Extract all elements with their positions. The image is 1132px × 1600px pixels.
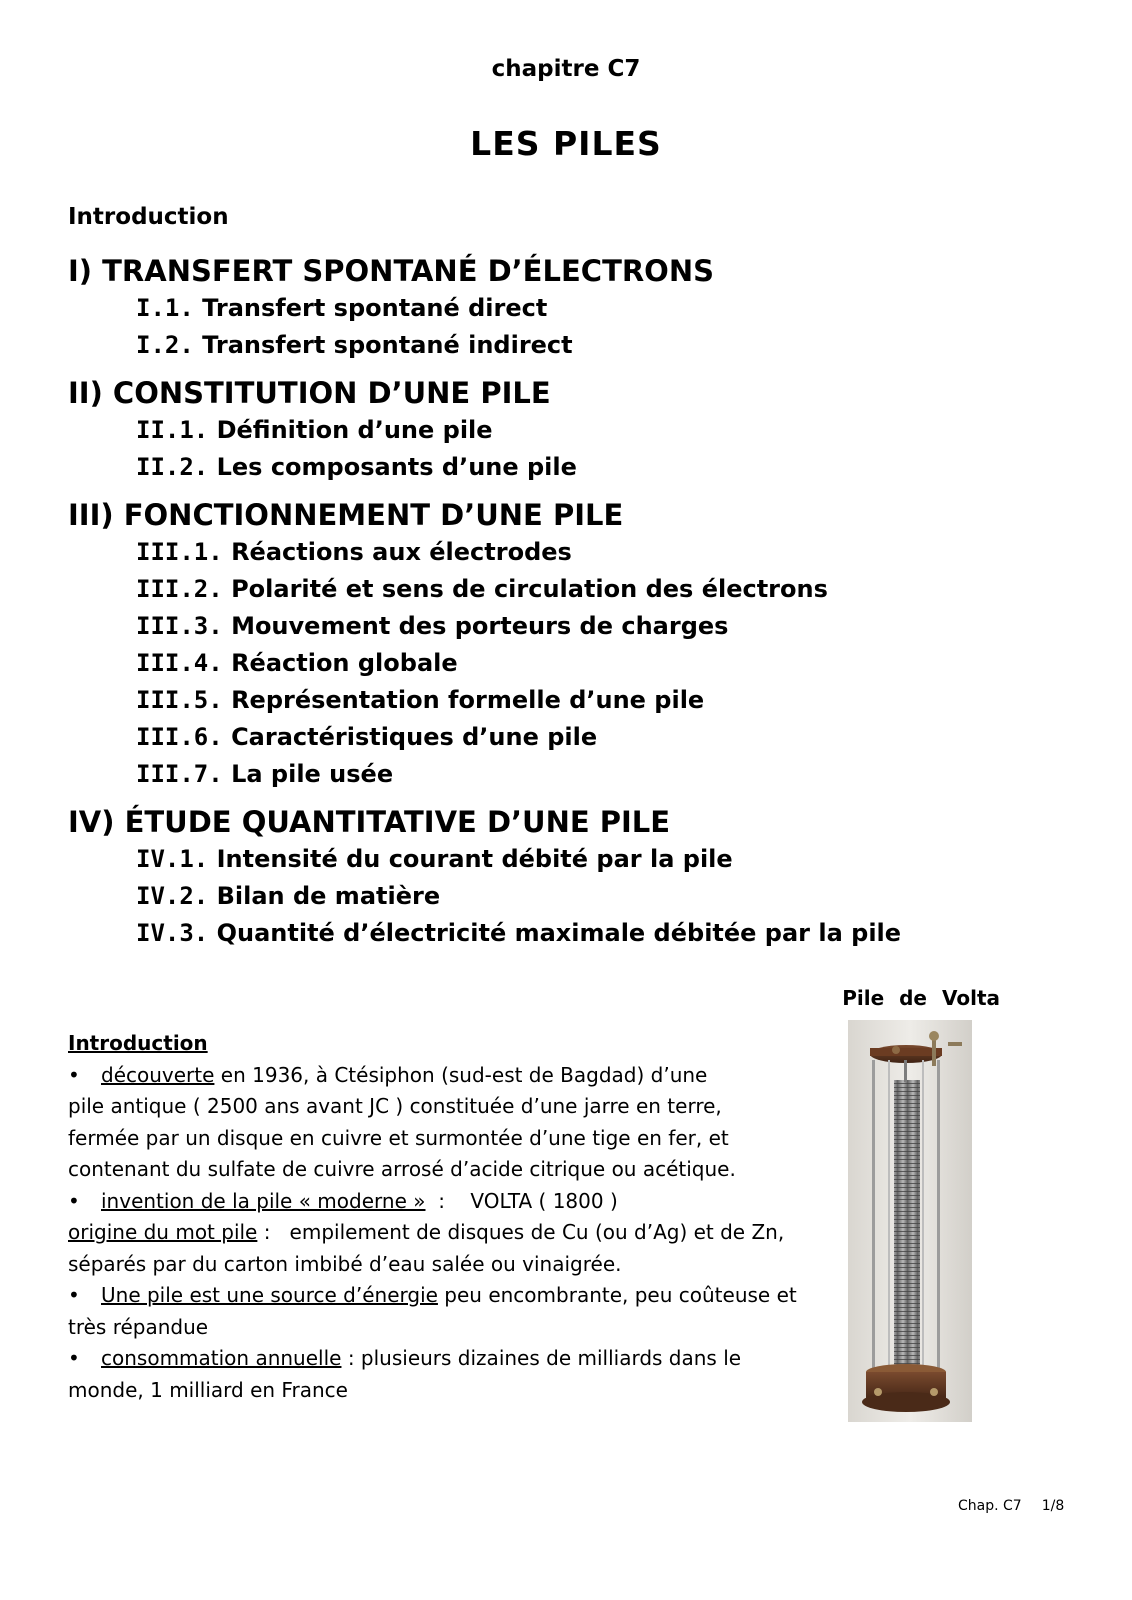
bullet-icon: • [68,1283,80,1307]
toc-subsection: III.2. Polarité et sens de circulation des électrons [136,575,828,603]
toc-subsection: III.4. Réaction globale [136,649,458,677]
toc-subsection: IV.2. Bilan de matière [136,882,441,910]
bullet-discovery: • découverte en 1936, à Ctésiphon (sud-est de Bagdad) d’une [68,1060,828,1092]
volta-pile-photo [848,1020,972,1422]
introduction-heading: Introduction [68,1031,208,1055]
toc-subsection: IV.1. Intensité du courant débité par la pile [136,845,733,873]
paragraph-line: séparés par du carton imbibé d’eau salée ou vinaigrée. [68,1251,622,1276]
paragraph-line: pile antique ( 2500 ans avant JC ) constituée d’une jarre en terre, [68,1094,722,1118]
toc-section-4: IV) ÉTUDE QUANTITATIVE D’UNE PILE [68,805,671,839]
toc-introduction: Introduction [68,204,229,230]
toc-subsection: III.6. Caractéristiques d’une pile [136,723,598,751]
bullet-icon: • [68,1062,80,1087]
bullet-consumption: • consommation annuelle : plusieurs dizaines de milliards dans le [68,1343,828,1375]
toc-section-3: III) FONCTIONNEMENT D’UNE PILE [68,498,624,532]
toc-subsection: II.2. Les composants d’une pile [136,453,577,481]
page-footer: Chap. C7 1/8 [958,1498,1065,1514]
bullet-icon: • [68,1188,80,1213]
page-title: LES PILES [470,124,662,163]
toc-section-2: II) CONSTITUTION D’UNE PILE [68,376,551,410]
toc-subsection: III.1. Réactions aux électrodes [136,538,572,566]
bullet-invention: • invention de la pile « moderne » : VOLTA ( 1800 ) [68,1186,828,1218]
toc-section-1: I) TRANSFERT SPONTANÉ D’ÉLECTRONS [68,254,714,288]
chapter-label: chapitre C7 [491,56,641,82]
table-of-contents [68,204,968,952]
toc-subsection: II.1. Définition d’une pile [136,416,493,444]
paragraph-line: très répandue [68,1314,209,1339]
paragraph-line: origine du mot pile : empilement de disques de Cu (ou d’Ag) et de Zn, [68,1220,785,1244]
bullet-energy-source: • Une pile est une source d’énergie peu encombrante, peu coûteuse et [68,1280,828,1312]
paragraph-line: contenant du sulfate de cuivre arrosé d’acide citrique ou acétique. [68,1157,736,1181]
bullet-icon: • [68,1346,80,1370]
paragraph-line: fermée par un disque en cuivre et surmontée d’une tige en fer, et [68,1125,729,1150]
introduction-body [68,1028,828,1406]
toc-subsection: III.5. Représentation formelle d’une pile [136,686,705,714]
toc-subsection: I.2. Transfert spontané indirect [136,331,573,359]
toc-subsection: IV.3. Quantité d’électricité maximale débitée par la pile [136,919,902,947]
paragraph-line: monde, 1 milliard en France [68,1377,348,1402]
figure-caption: Pile de Volta [842,986,1000,1010]
toc-subsection: III.3. Mouvement des porteurs de charges [136,612,729,640]
toc-subsection: I.1. Transfert spontané direct [136,294,548,322]
toc-subsection: III.7. La pile usée [136,760,394,788]
